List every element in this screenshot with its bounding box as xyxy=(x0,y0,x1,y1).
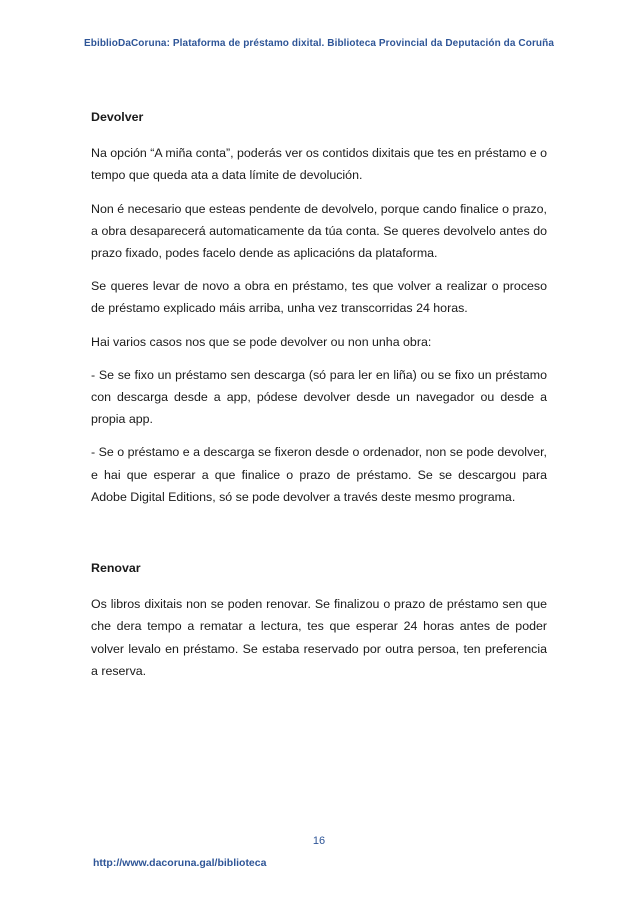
section-devolver xyxy=(91,106,547,508)
section-title-devolver: Devolver xyxy=(91,110,144,124)
paragraph: Se queres levar de novo a obra en préstamo, tes que volver a realizar o proceso de préstamo explicado máis arriba, unha vez transcorridas 24 horas. xyxy=(91,279,547,316)
paragraph: Na opción “A miña conta”, poderás ver os contidos dixitais que tes en préstamo e o tempo que queda ata a data límite de devolución. xyxy=(91,146,547,183)
paragraph: - Se o préstamo e a descarga se fixeron desde o ordenador, non se pode devolver, e hai que esperar a que finalice o prazo de préstamo. Se se descargou para Adobe Digital Editions, só se pode devolver a través deste mesmo programa. xyxy=(91,445,547,504)
paragraph: Hai varios casos nos que se pode devolver ou non unha obra: xyxy=(91,334,432,349)
paragraph: Os libros dixitais non se poden renovar. Se finalizou o prazo de préstamo sen que che dera tempo a rematar a lectura, tes que esperar 24 horas antes de poder volver levalo en préstamo. Se estaba reservado por outra persoa, ten preferencia a reserva. xyxy=(91,597,547,678)
page-header: EbiblioDaCoruna: Plataforma de préstamo dixital. Biblioteca Provincial da Deputación da Coruña xyxy=(83,38,555,49)
section-spacer xyxy=(91,519,547,557)
paragraph: Non é necesario que esteas pendente de devolvelo, porque cando finalice o prazo, a obra desaparecerá automaticamente da túa conta. Se queres devolvelo antes do prazo fixado, podes facelo dende as aplicacións da plataforma. xyxy=(91,201,547,261)
section-renovar xyxy=(91,557,547,682)
paragraph: - Se se fixo un préstamo sen descarga (só para ler en liña) ou se fixo un préstamo con descarga desde a app, pódese devolver desde un navegador ou desde a propia app. xyxy=(91,367,547,427)
page-number: 16 xyxy=(312,835,326,847)
section-title-renovar: Renovar xyxy=(91,561,141,576)
footer-url-link[interactable]: http://www.dacoruna.gal/biblioteca xyxy=(93,857,267,869)
document-body xyxy=(91,106,547,693)
